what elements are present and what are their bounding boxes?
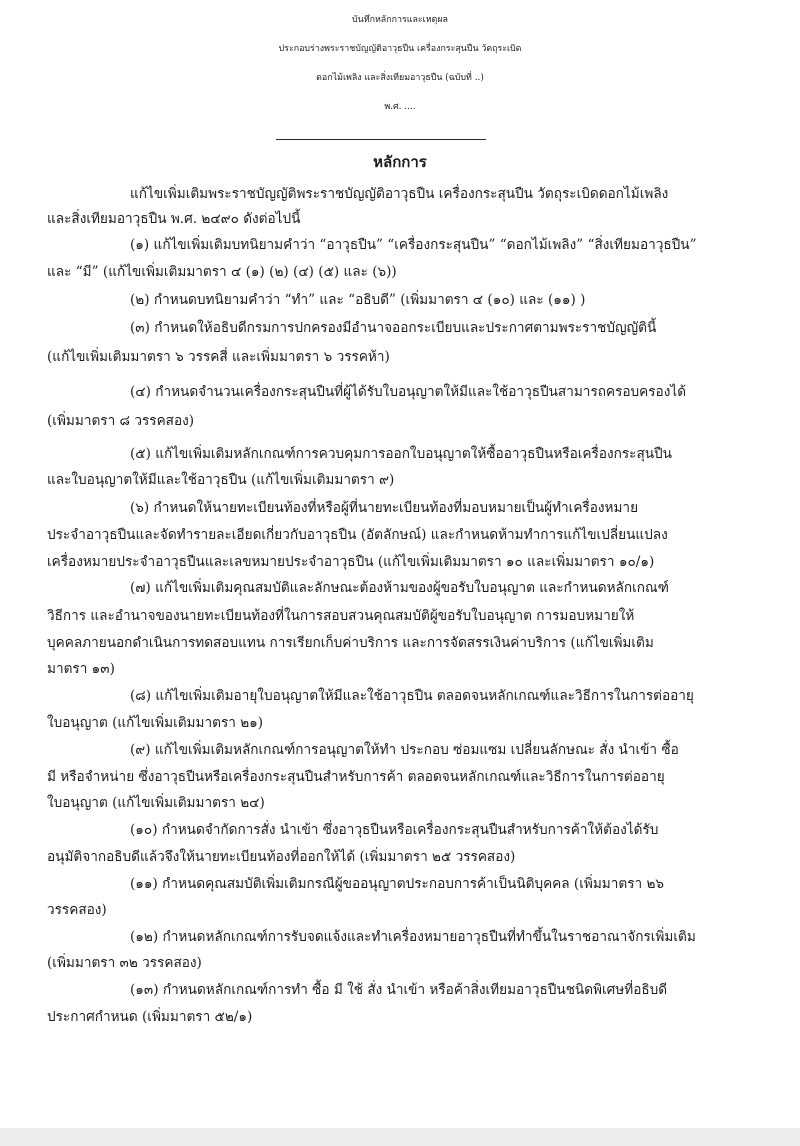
body-line: ใบอนุญาต (แก้ไขเพิ่มเติมมาตรา ๒๑): [47, 715, 264, 731]
body-line: และใบอนุญาตให้มีและใช้อาวุธปืน (แก้ไขเพิ่มเติมมาตรา ๙): [47, 472, 395, 488]
body-line: อนุมัติจากอธิบดีแล้วจึงให้นายทะเบียนท้องที่ออกให้ได้ (เพิ่มมาตรา ๒๕ วรรคสอง): [47, 849, 516, 865]
body-line: และ “มี” (แก้ไขเพิ่มเติมมาตรา ๔ (๑) (๒) (๔) (๕) และ (๖)): [47, 264, 397, 280]
body-line: (เพิ่มมาตรา ๓๒ วรรคสอง): [47, 955, 202, 971]
body-line: มี หรือจำหน่าย ซึ่งอาวุธปืนหรือเครื่องกระสุนปืนสำหรับการค้า ตลอดจนหลักเกณฑ์และวิธีการในการต่ออายุ: [47, 769, 665, 785]
body-line: (๑๓) กำหนดหลักเกณฑ์การทำ ซื้อ มี ใช้ สั่ง นำเข้า หรือค้าสิ่งเทียมอาวุธปืนชนิดพิเศษที่อธิบดี: [130, 982, 668, 998]
body-line: (๓) กำหนดให้อธิบดีกรมการปกครองมีอำนาจออกระเบียบและประกาศตามพระราชบัญญัตินี้: [130, 320, 657, 336]
viewer-background: [0, 1128, 800, 1146]
body-line: (๑๑) กำหนดคุณสมบัติเพิ่มเติมกรณีผู้ขออนุญาตประกอบการค้าเป็นนิติบุคคล (เพิ่มมาตรา ๒๖: [130, 876, 665, 892]
body-line: ประกาศกำหนด (เพิ่มมาตรา ๕๒/๑): [47, 1009, 253, 1025]
body-line: (๖) กำหนดให้นายทะเบียนท้องที่หรือผู้ที่นายทะเบียนท้องที่มอบหมายเป็นผู้ทำเครื่องหมาย: [130, 500, 639, 516]
memo-subtitle-line-2: ดอกไม้เพลิง และสิ่งเทียมอาวุธปืน (ฉบับที่ ..): [316, 73, 484, 83]
body-line: (๗) แก้ไขเพิ่มเติมคุณสมบัติและลักษณะต้องห้ามของผู้ขอรับใบอนุญาต และกำหนดหลักเกณฑ์: [130, 580, 669, 596]
body-line: วรรคสอง): [47, 902, 107, 918]
body-line: (๑๒) กำหนดหลักเกณฑ์การรับจดแจ้งและทำเครื่องหมายอาวุธปืนที่ทำขึ้นในราชอาณาจักรเพิ่มเติม: [130, 929, 696, 945]
body-line: ประจำอาวุธปืนและจัดทำรายละเอียดเกี่ยวกับอาวุธปืน (อัตลักษณ์) และกำหนดห้ามทำการแก้ไขเปลี่ยนแปลง: [47, 527, 668, 543]
body-line: เครื่องหมายประจำอาวุธปืนและเลขหมายประจำอาวุธปืน (แก้ไขเพิ่มเติมมาตรา ๑๐ และเพิ่มมาตรา ๑๐/๑): [47, 554, 655, 570]
body-line: (๔) กำหนดจำนวนเครื่องกระสุนปืนที่ผู้ได้รับใบอนุญาตให้มีและใช้อาวุธปืนสามารถครอบครองได้: [130, 384, 687, 400]
body-line: (๑๐) กำหนดจำกัดการสั่ง นำเข้า ซึ่งอาวุธปืนหรือเครื่องกระสุนปืนสำหรับการค้าให้ต้องได้รับ: [130, 822, 659, 838]
body-line: (๒) กำหนดบทนิยามคำว่า “ทำ” และ “อธิบดี” (เพิ่มมาตรา ๔ (๑๐) และ (๑๑) ): [130, 292, 586, 308]
body-line: (๕) แก้ไขเพิ่มเติมหลักเกณฑ์การควบคุมการออกใบอนุญาตให้ซื้ออาวุธปืนหรือเครื่องกระสุนปืน: [130, 446, 672, 462]
body-line: (๙) แก้ไขเพิ่มเติมหลักเกณฑ์การอนุญาตให้ทำ ประกอบ ซ่อมแซม เปลี่ยนลักษณะ สั่ง นำเข้า ซื้อ: [130, 742, 679, 758]
body-line: (๘) แก้ไขเพิ่มเติมอายุใบอนุญาตให้มีและใช้อาวุธปืน ตลอดจนหลักเกณฑ์และวิธีการในการต่ออายุ: [130, 688, 694, 704]
body-line: แก้ไขเพิ่มเติมพระราชบัญญัติพระราชบัญญัติอาวุธปืน เครื่องกระสุนปืน วัตถุระเบิดดอกไม้เพลิง: [130, 186, 669, 202]
memo-year: พ.ศ. ....: [384, 102, 416, 112]
memo-header: [0, 6, 800, 122]
body-line: (เพิ่มมาตรา ๘ วรรคสอง): [47, 413, 195, 429]
body-line: (แก้ไขเพิ่มเติมมาตรา ๖ วรรคสี่ และเพิ่มมาตรา ๖ วรรคห้า): [47, 349, 390, 365]
memo-subtitle-line-1: ประกอบร่างพระราชบัญญัติอาวุธปืน เครื่องกระสุนปืน วัตถุระเบิด: [278, 44, 522, 54]
body-line: ใบอนุญาต (แก้ไขเพิ่มเติมมาตรา ๒๔): [47, 795, 265, 811]
memo-title: บันทึกหลักการและเหตุผล: [352, 15, 448, 25]
section-heading-principles: หลักการ: [373, 153, 427, 171]
body-line: (๑) แก้ไขเพิ่มเติมบทนิยามคำว่า “อาวุธปืน” “เครื่องกระสุนปืน” “ดอกไม้เพลิง” “สิ่งเทียมอาวุธปืน”: [130, 237, 697, 253]
body-line: และสิ่งเทียมอาวุธปืน พ.ศ. ๒๔๙๐ ดังต่อไปนี้: [47, 211, 301, 227]
header-divider: [276, 139, 486, 140]
body-line: บุคคลภายนอกดำเนินการทดสอบแทน การเรียกเก็บค่าบริการ และการจัดสรรเงินค่าบริการ (แก้ไขเพิ่มเติม: [47, 635, 654, 651]
body-line: มาตรา ๑๓): [47, 661, 115, 677]
body-line: วิธีการ และอำนาจของนายทะเบียนท้องที่ในการสอบสวนคุณสมบัติผู้ขอรับใบอนุญาต การมอบหมายให้: [47, 608, 635, 624]
